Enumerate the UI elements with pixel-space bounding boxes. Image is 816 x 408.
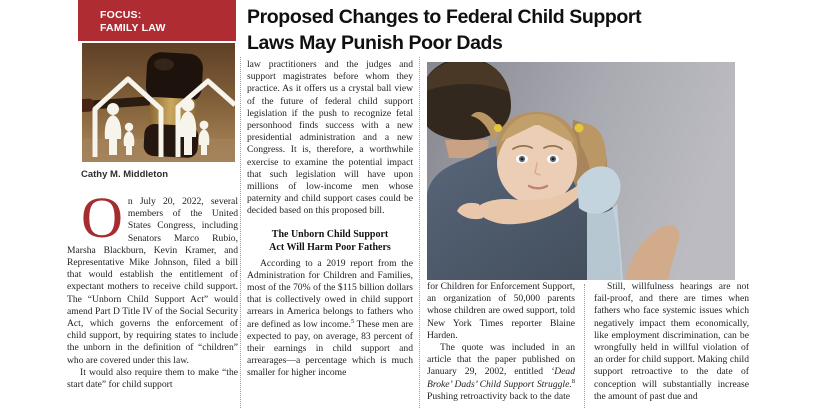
section-heading-line2: Act Will Harm Poor Fathers (269, 241, 391, 253)
father-daughter-photo (427, 62, 735, 280)
paragraph-text: These men are expected to pay, on average, 83 percent of their earnings in child support and arrearages—a percentage which is much smaller for higher income (247, 318, 413, 379)
footnote-marker: 8 (571, 377, 575, 385)
focus-banner-line1: FOCUS: (100, 9, 142, 21)
article-title (247, 4, 792, 56)
article-column-3 (427, 281, 575, 408)
section-heading-line1: The Unborn Child Support (271, 228, 389, 240)
footnote-marker: 5 (350, 317, 355, 325)
article-title-line2: Laws May Punish Poor Dads (247, 32, 503, 54)
focus-banner-line2: FAMILY LAW (100, 22, 166, 34)
paragraph-text: The quote was included in an article that the paper published on January 29, 2002, entitled (427, 342, 575, 378)
gavel-family-photo-illustration (82, 43, 235, 162)
focus-banner (78, 0, 236, 41)
paragraph: Still, willfulness hearings are not fail-proof, and there are times when fathers who face systemic issues which negatively impact them economically, like employment discrimination, can be wrongfully held in willful violation of an order for child support. Making child support retroactive to the date of conception will substantially increase the amount of past due and (594, 281, 749, 402)
paragraph-text: Pushing retroactivity back to the date (427, 390, 571, 402)
paragraph (67, 185, 238, 367)
column-divider-1 (240, 57, 241, 408)
article-column-4 (594, 281, 749, 408)
article-title-italic: ‘Dead Broke’ Dads’ Child Support Struggle. (427, 366, 575, 390)
paragraph: for Children for Enforcement Support, an organization of 50,000 parents whose children are owed support, told New York Times reporter Blaine Harden. (427, 281, 575, 341)
paragraph-text: n July 20, 2022, several members of the United States Congress, including Senators Marco Rubio, Marsha Blackburn, Kevin Kramer, and Representative Mike Johnson, filed a bill that would establish the entitlement of expectant mothers to receive child support. The “Unborn Child Support Act” would amend Part D Title IV of the Social Security Act, which governs the enforcement of child support, by requiring states to include the unborn in the definition of “children” who are covered under this law. (67, 196, 238, 366)
paragraph: law practitioners and the judges and support magistrates before whom they practice. As it offers us a crystal ball view of the future of federal child support legislation if the push to recognize fetal personhood finds success with a new presidential administration and a new Congress. It is, therefore, a worthwhile exercise to examine the potential impact that such legislation will have upon millions of low-income men whose paternity and child support cases could be decided based on this proposed bill. (247, 59, 413, 217)
byline-author: Cathy M. Middleton (81, 169, 169, 180)
drop-cap: O (81, 185, 123, 250)
column-divider-3 (584, 284, 585, 408)
gavel-family-photo (82, 43, 235, 162)
paragraph: It would also require them to make “the start date” for child support (67, 366, 238, 391)
paragraph (247, 258, 413, 380)
section-heading (247, 228, 413, 254)
father-daughter-photo-illustration (427, 62, 735, 280)
paragraph (427, 342, 575, 403)
article-column-2 (247, 59, 413, 408)
column-divider-2 (419, 57, 420, 408)
article-title-line1: Proposed Changes to Federal Child Support (247, 6, 642, 28)
article-column-1 (67, 185, 238, 408)
paragraph-text: According to a 2019 report from the Administration for Children and Families, most of the 70% of the $115 billion dollars that is collectively owed in child support arrears in America belongs to fathers who are defined as low income. (247, 257, 413, 330)
